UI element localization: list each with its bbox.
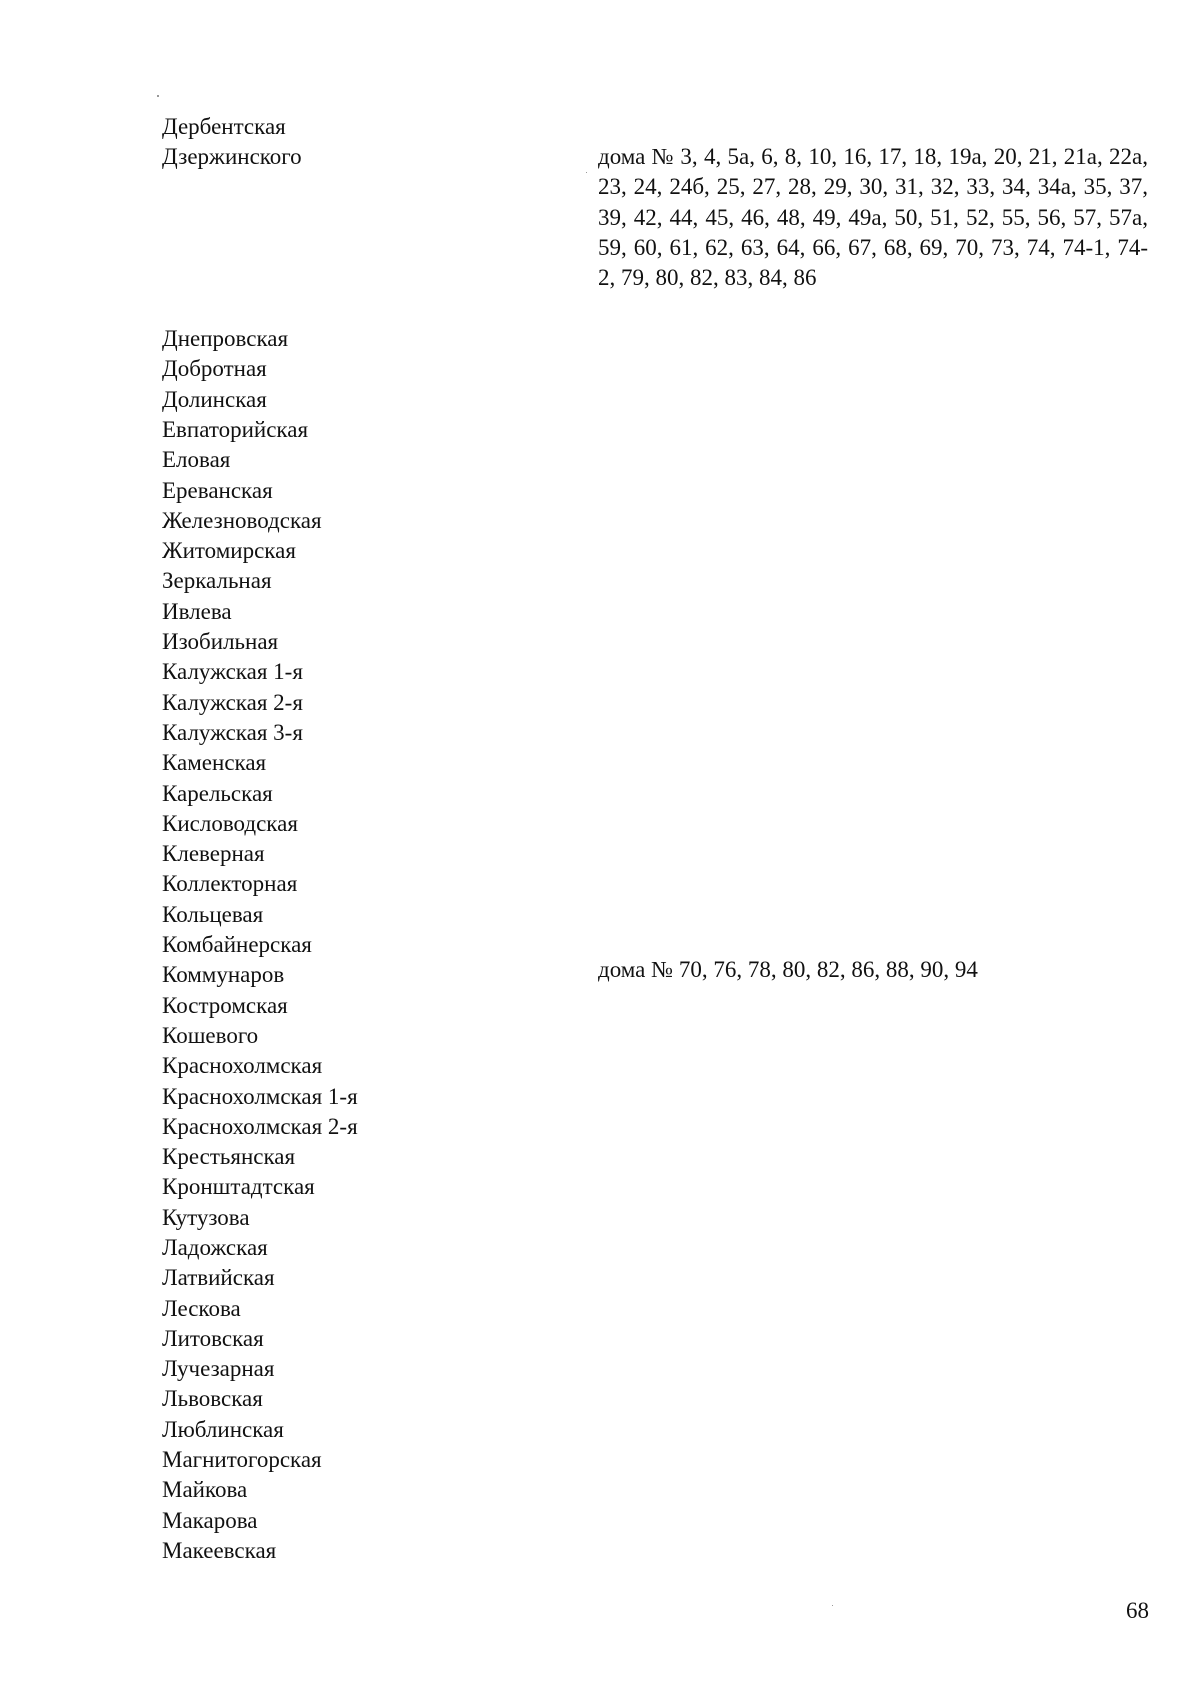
street-name: Кронштадтская xyxy=(162,1174,315,1200)
street-row xyxy=(162,597,582,627)
street-name: Кутузова xyxy=(162,1204,250,1230)
street-name: Изобильная xyxy=(162,629,279,655)
street-row xyxy=(162,839,582,869)
street-row xyxy=(162,1354,582,1384)
street-row xyxy=(162,324,582,354)
street-name: Кисловодская xyxy=(162,810,298,836)
street-row xyxy=(162,930,582,960)
spacer-row xyxy=(162,173,582,203)
street-name: Литовская xyxy=(162,1325,264,1351)
street-row xyxy=(162,688,582,718)
street-name: Лескова xyxy=(162,1295,241,1321)
street-row xyxy=(162,869,582,899)
street-name: Дзержинского xyxy=(162,144,302,170)
street-name: Житомирская xyxy=(162,538,296,564)
street-row xyxy=(162,627,582,657)
street-name: Клеверная xyxy=(162,841,265,867)
street-name: Кольцевая xyxy=(162,901,264,927)
street-row xyxy=(162,1324,582,1354)
street-name: Долинская xyxy=(162,386,267,412)
street-row xyxy=(162,1233,582,1263)
street-row xyxy=(162,1506,582,1536)
house-numbers-kommunarov: дома № 70, 76, 78, 80, 82, 86, 88, 90, 94 xyxy=(598,957,978,982)
page-number: 68 xyxy=(1126,1598,1149,1623)
street-name: Еловая xyxy=(162,447,231,473)
street-name: Калужская 2-я xyxy=(162,689,303,715)
spacer-row xyxy=(162,263,582,293)
street-name: Краснохолмская 1-я xyxy=(162,1083,358,1109)
street-row xyxy=(162,566,582,596)
street-row xyxy=(162,1082,582,1112)
street-row xyxy=(162,506,582,536)
street-name: Магнитогорская xyxy=(162,1447,322,1473)
street-row xyxy=(162,718,582,748)
street-name: Лучезарная xyxy=(162,1356,275,1382)
street-row xyxy=(162,900,582,930)
street-name: Калужская 1-я xyxy=(162,659,303,685)
street-name: Зеркальная xyxy=(162,568,272,594)
street-name: Дербентская xyxy=(162,114,286,139)
street-name: Железноводская xyxy=(162,507,322,533)
scan-speck xyxy=(586,172,587,173)
street-name: Макарова xyxy=(162,1507,258,1533)
spacer-row xyxy=(162,233,582,263)
street-name: Комбайнерская xyxy=(162,932,312,958)
street-name: Латвийская xyxy=(162,1265,275,1291)
street-row xyxy=(162,142,582,172)
street-name: Калужская 3-я xyxy=(162,719,303,745)
street-row xyxy=(162,1475,582,1505)
street-name: Ивлева xyxy=(162,598,232,624)
street-name: Люблинская xyxy=(162,1416,284,1442)
street-row xyxy=(162,445,582,475)
street-name: Ереванская xyxy=(162,477,273,503)
street-row xyxy=(162,809,582,839)
house-numbers-dzerzhinskogo: дома № 3, 4, 5а, 6, 8, 10, 16, 17, 18, 19а, 20, 21, 21а, 22а, 23, 24, 24б, 25, 27, 28, 29, 30, 31, 32, 33, 34, 34а, 35, 37, 39, 42, 44, 45, 46, 48, 49, 49а, 50, 51, 52, 55, 56, 57, 57а, 59, 60, 61, 62, 63, 64, 66, 67, 68, 69, 70, 73, 74, 74-1, 74-2, 79, 80, 82, 83, 84, 86 xyxy=(598,144,1148,291)
street-row xyxy=(162,1294,582,1324)
street-row xyxy=(162,1445,582,1475)
street-row xyxy=(162,991,582,1021)
street-row xyxy=(162,1415,582,1445)
street-name: Кошевого xyxy=(162,1022,259,1048)
street-name: Днепровская xyxy=(162,326,289,352)
street-row xyxy=(162,1021,582,1051)
street-name: Коммунаров xyxy=(162,962,285,988)
street-list xyxy=(162,112,582,1566)
street-row xyxy=(162,1203,582,1233)
street-row xyxy=(162,960,582,990)
street-row xyxy=(162,354,582,384)
scan-speck xyxy=(832,1605,833,1606)
street-row xyxy=(162,1384,582,1414)
street-name: Костромская xyxy=(162,992,288,1018)
street-name: Каменская xyxy=(162,750,267,776)
street-name: Крестьянская xyxy=(162,1144,296,1170)
spacer-row xyxy=(162,294,582,324)
street-name: Карельская xyxy=(162,780,273,806)
street-row xyxy=(162,1263,582,1293)
street-row xyxy=(162,536,582,566)
street-row xyxy=(162,476,582,506)
street-row xyxy=(162,1172,582,1202)
street-row xyxy=(162,657,582,687)
street-name: Майкова xyxy=(162,1477,248,1503)
street-row xyxy=(162,779,582,809)
street-row xyxy=(162,385,582,415)
spacer-row xyxy=(162,203,582,233)
street-row xyxy=(162,748,582,778)
street-row xyxy=(162,415,582,445)
street-row xyxy=(162,1051,582,1081)
street-name: Коллекторная xyxy=(162,871,298,897)
street-name: Макеевская xyxy=(162,1537,277,1563)
street-name: Евпаторийская xyxy=(162,416,309,442)
street-name: Львовская xyxy=(162,1386,263,1412)
street-name: Краснохолмская xyxy=(162,1053,323,1079)
scan-speck xyxy=(157,95,159,97)
street-row xyxy=(162,1142,582,1172)
street-row xyxy=(162,1536,582,1566)
street-row xyxy=(162,112,582,142)
street-name: Краснохолмская 2-я xyxy=(162,1113,358,1139)
street-name: Добротная xyxy=(162,356,267,382)
street-name: Ладожская xyxy=(162,1234,268,1260)
street-row xyxy=(162,1112,582,1142)
